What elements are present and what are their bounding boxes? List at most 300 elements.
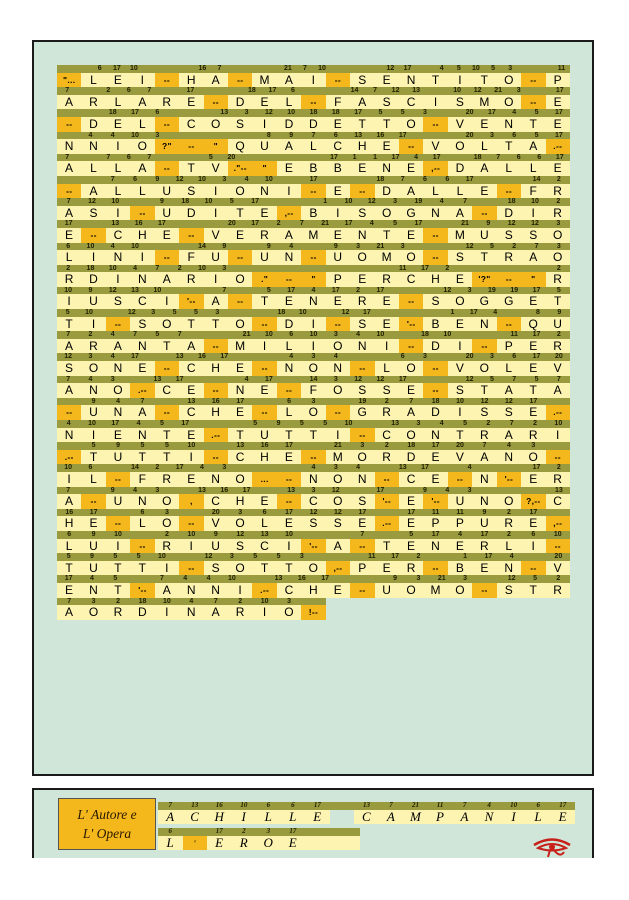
letter-cell[interactable]: T [505,139,513,154]
letter-cell[interactable]: S [358,316,367,331]
letter-cell[interactable] [330,810,355,825]
letter-cell[interactable]: E [382,560,391,575]
letter-cell[interactable]: E [138,361,147,376]
letter-cell[interactable]: E [382,139,391,154]
letter-cell[interactable]: I [287,183,291,198]
punctuation-cell[interactable]: -- [179,228,203,243]
letter-cell[interactable]: L [139,516,146,531]
letter-cell[interactable]: N [211,582,221,597]
letter-cell[interactable]: O [455,294,465,309]
letter-cell[interactable]: S [236,116,245,131]
letter-cell[interactable]: I [262,116,267,131]
letter-cell[interactable]: I [311,338,316,353]
punctuation-cell[interactable]: .-- [130,383,154,398]
letter-cell[interactable]: N [89,582,99,597]
letter-cell[interactable]: E [333,183,343,198]
letter-cell[interactable]: E [260,494,269,509]
letter-cell[interactable]: T [480,250,489,265]
letter-cell[interactable]: D [431,338,441,353]
punctuation-cell[interactable]: , [179,494,203,509]
letter-cell[interactable]: N [186,582,196,597]
letter-cell[interactable]: O [263,834,274,850]
letter-cell[interactable]: L [505,361,513,376]
letter-cell[interactable]: T [138,560,147,575]
letter-cell[interactable]: N [284,250,294,265]
letter-cell[interactable]: N [113,405,123,420]
letter-cell[interactable]: T [260,294,269,309]
letter-cell[interactable]: L [505,538,513,553]
punctuation-cell[interactable]: -- [57,184,81,199]
letter-cell[interactable]: N [431,427,441,442]
letter-cell[interactable]: A [65,383,74,398]
letter-cell[interactable]: U [333,250,343,265]
letter-cell[interactable]: A [138,94,147,109]
letter-cell[interactable]: E [333,116,343,131]
letter-cell[interactable]: N [431,538,441,553]
letter-cell[interactable]: E [162,227,172,242]
punctuation-cell[interactable]: -- [399,294,423,309]
letter-cell[interactable]: O [235,316,246,331]
punctuation-cell[interactable]: '-- [179,294,203,309]
letter-cell[interactable]: N [113,361,123,376]
letter-cell[interactable]: M [235,338,246,353]
letter-cell[interactable]: O [284,605,294,620]
punctuation-cell[interactable]: '-- [423,494,447,509]
letter-cell[interactable]: M [259,72,270,87]
letter-cell[interactable]: D [89,272,99,287]
punctuation-cell[interactable]: -- [326,405,350,420]
letter-cell[interactable]: N [357,471,367,486]
letter-cell[interactable]: I [287,538,291,553]
letter-cell[interactable]: I [238,582,243,597]
letter-cell[interactable]: H [309,582,318,597]
letter-cell[interactable]: E [288,834,298,850]
letter-cell[interactable]: L [383,361,391,376]
letter-cell[interactable]: F [529,183,538,198]
letter-cell[interactable]: E [313,808,322,824]
letter-cell[interactable]: H [214,808,225,824]
punctuation-cell[interactable]: .-- [546,405,570,420]
letter-cell[interactable]: N [138,338,147,353]
letter-cell[interactable]: O [406,116,417,131]
letter-cell[interactable]: S [358,72,367,87]
letter-cell[interactable]: E [529,516,538,531]
letter-cell[interactable]: A [284,72,294,87]
letter-cell[interactable]: R [504,250,514,265]
letter-cell[interactable]: O [88,605,99,620]
punctuation-cell[interactable]: -- [472,206,496,221]
letter-cell[interactable]: N [309,294,318,309]
letter-cell[interactable]: U [455,494,465,509]
punctuation-cell[interactable]: ." [252,272,276,287]
letter-cell[interactable]: D [309,116,318,131]
letter-cell[interactable]: I [116,205,120,220]
letter-cell[interactable]: E [407,538,416,553]
letter-cell[interactable]: L [166,834,175,850]
letter-cell[interactable]: N [284,361,294,376]
letter-cell[interactable]: C [333,139,343,154]
letter-cell[interactable]: N [138,427,147,442]
letter-cell[interactable]: I [458,338,462,353]
letter-cell[interactable]: L [505,161,513,176]
letter-cell[interactable]: O [406,427,417,442]
punctuation-cell[interactable]: -- [252,317,276,332]
letter-cell[interactable]: H [64,516,74,531]
punctuation-cell[interactable]: -- [179,561,203,576]
letter-cell[interactable]: T [187,316,196,331]
letter-cell[interactable]: L [65,250,73,265]
letter-cell[interactable]: S [504,582,514,597]
letter-cell[interactable]: M [381,250,392,265]
letter-cell[interactable]: A [284,227,294,242]
letter-cell[interactable]: L [114,183,122,198]
letter-cell[interactable]: O [357,250,368,265]
letter-cell[interactable]: V [455,116,465,131]
letter-cell[interactable]: O [235,516,246,531]
letter-cell[interactable]: O [210,116,221,131]
letter-cell[interactable]: N [504,116,514,131]
punctuation-cell[interactable]: -- [106,472,130,487]
punctuation-cell[interactable]: ?" [155,139,179,154]
letter-cell[interactable]: T [382,116,391,131]
punctuation-cell[interactable]: -- [521,561,545,576]
letter-cell[interactable]: O [504,72,514,87]
punctuation-cell[interactable]: -- [204,383,228,398]
letter-cell[interactable]: T [163,338,171,353]
letter-cell[interactable]: I [241,808,247,824]
letter-cell[interactable]: O [455,582,465,597]
letter-cell[interactable]: I [140,250,145,265]
letter-cell[interactable]: N [64,427,74,442]
letter-cell[interactable]: O [504,94,514,109]
letter-cell[interactable]: E [358,161,367,176]
letter-cell[interactable]: S [358,383,367,398]
letter-cell[interactable]: U [89,294,99,309]
punctuation-cell[interactable]: -- [252,361,276,376]
punctuation-cell[interactable]: -- [277,383,301,398]
letter-cell[interactable]: I [213,183,218,198]
letter-cell[interactable]: I [116,139,120,154]
letter-cell[interactable]: A [65,605,74,620]
letter-cell[interactable]: L [456,183,464,198]
letter-cell[interactable]: A [65,205,74,220]
punctuation-cell[interactable]: -- [472,339,496,354]
letter-cell[interactable]: S [138,316,147,331]
letter-cell[interactable]: I [262,338,267,353]
letter-cell[interactable]: T [285,427,293,442]
letter-cell[interactable]: V [553,361,562,376]
letter-cell[interactable]: I [262,605,267,620]
letter-cell[interactable]: F [309,383,318,398]
letter-cell[interactable]: C [162,383,172,398]
punctuation-cell[interactable]: " [252,161,276,176]
letter-cell[interactable]: E [529,294,538,309]
letter-cell[interactable]: E [333,582,343,597]
letter-cell[interactable]: V [431,139,440,154]
letter-cell[interactable]: N [480,471,489,486]
letter-cell[interactable]: M [409,808,422,824]
letter-cell[interactable]: U [553,316,563,331]
letter-cell[interactable]: H [431,272,441,287]
letter-cell[interactable]: A [113,338,123,353]
letter-cell[interactable]: N [484,808,494,824]
letter-cell[interactable]: F [334,94,342,109]
letter-cell[interactable]: I [433,94,438,109]
punctuation-cell[interactable]: -- [375,472,399,487]
letter-cell[interactable]: A [284,139,294,154]
letter-cell[interactable]: R [382,405,392,420]
letter-cell[interactable]: D [284,116,294,131]
punctuation-cell[interactable]: ' [183,836,208,851]
letter-cell[interactable]: A [162,272,172,287]
letter-cell[interactable]: U [113,449,123,464]
letter-cell[interactable]: G [479,294,490,309]
letter-cell[interactable]: A [333,538,343,553]
letter-cell[interactable]: O [162,516,172,531]
punctuation-cell[interactable]: -- [155,117,179,132]
letter-cell[interactable]: M [454,227,466,242]
letter-cell[interactable]: T [553,294,562,309]
letter-cell[interactable]: S [529,227,538,242]
letter-cell[interactable]: L [432,183,440,198]
letter-cell[interactable]: L [139,183,146,198]
punctuation-cell[interactable]: -- [204,339,228,354]
letter-cell[interactable]: P [455,516,465,531]
letter-cell[interactable]: F [187,250,196,265]
letter-cell[interactable]: A [65,338,74,353]
letter-cell[interactable]: C [211,494,221,509]
letter-cell[interactable]: O [406,250,417,265]
letter-cell[interactable]: R [113,605,123,620]
letter-cell[interactable]: E [284,161,294,176]
letter-cell[interactable]: B [309,161,318,176]
letter-cell[interactable]: E [65,582,74,597]
letter-cell[interactable]: H [211,361,221,376]
letter-cell[interactable]: A [65,161,74,176]
letter-cell[interactable]: O [235,471,246,486]
letter-cell[interactable]: R [162,538,172,553]
letter-cell[interactable]: T [480,383,489,398]
punctuation-cell[interactable]: -- [350,428,374,443]
punctuation-cell[interactable]: -- [57,117,81,132]
letter-cell[interactable]: T [529,582,538,597]
letter-cell[interactable]: A [529,139,538,154]
letter-cell[interactable]: C [362,808,371,824]
letter-cell[interactable]: E [529,338,538,353]
letter-cell[interactable]: D [186,205,196,220]
letter-cell[interactable]: I [458,405,462,420]
letter-cell[interactable]: A [407,405,416,420]
punctuation-cell[interactable]: -- [301,450,325,465]
punctuation-cell[interactable]: '-- [301,539,325,554]
punctuation-cell[interactable]: .-- [375,516,399,531]
letter-cell[interactable]: N [357,338,367,353]
letter-cell[interactable]: O [552,227,563,242]
punctuation-cell[interactable]: -- [228,73,252,88]
punctuation-cell[interactable]: -- [350,184,374,199]
letter-cell[interactable]: R [357,294,367,309]
letter-cell[interactable]: R [235,605,245,620]
letter-cell[interactable]: U [89,405,99,420]
punctuation-cell[interactable]: -- [301,184,325,199]
letter-cell[interactable]: A [504,383,514,398]
letter-cell[interactable]: E [284,516,294,531]
punctuation-cell[interactable]: -- [106,317,130,332]
letter-cell[interactable]: C [190,808,200,824]
punctuation-cell[interactable]: -- [399,339,423,354]
letter-cell[interactable]: I [213,272,218,287]
punctuation-cell[interactable]: -- [155,361,179,376]
letter-cell[interactable]: R [553,183,563,198]
letter-cell[interactable]: C [284,582,294,597]
letter-cell[interactable]: H [186,72,196,87]
letter-cell[interactable]: C [309,494,318,509]
letter-cell[interactable]: U [260,427,270,442]
letter-cell[interactable]: P [431,516,440,531]
letter-cell[interactable]: N [309,471,318,486]
letter-cell[interactable]: E [529,471,538,486]
letter-cell[interactable]: O [406,361,417,376]
punctuation-cell[interactable]: -- [81,228,105,243]
letter-cell[interactable]: B [333,161,343,176]
letter-cell[interactable]: D [455,161,465,176]
letter-cell[interactable]: R [504,516,514,531]
punctuation-cell[interactable]: -- [277,472,301,487]
punctuation-cell[interactable]: -- [179,516,203,531]
letter-cell[interactable]: T [211,316,220,331]
letter-cell[interactable]: E [260,383,269,398]
punctuation-cell[interactable]: -- [155,405,179,420]
letter-cell[interactable]: O [333,494,343,509]
letter-cell[interactable]: D [504,205,514,220]
letter-cell[interactable]: R [553,272,563,287]
punctuation-cell[interactable]: -- [228,294,252,309]
letter-cell[interactable]: I [116,538,120,553]
punctuation-cell[interactable]: '?" [472,272,496,287]
letter-cell[interactable]: E [431,449,440,464]
letter-cell[interactable]: N [138,494,147,509]
punctuation-cell[interactable]: -- [155,250,179,265]
letter-cell[interactable]: D [235,94,245,109]
letter-cell[interactable]: S [187,183,196,198]
punctuation-cell[interactable]: '-- [399,317,423,332]
punctuation-cell[interactable]: -- [252,405,276,420]
punctuation-cell[interactable]: .-- [546,139,570,154]
letter-cell[interactable]: D [431,405,441,420]
letter-cell[interactable]: O [235,183,246,198]
punctuation-cell[interactable]: -- [204,450,228,465]
letter-cell[interactable]: A [211,72,220,87]
letter-cell[interactable]: I [189,538,194,553]
letter-cell[interactable]: H [138,227,147,242]
letter-cell[interactable]: A [166,808,175,824]
punctuation-cell[interactable]: " [204,139,228,154]
letter-cell[interactable]: N [357,227,367,242]
letter-cell[interactable]: L [285,338,293,353]
letter-cell[interactable]: U [382,582,392,597]
letter-cell[interactable]: O [552,250,563,265]
punctuation-cell[interactable]: -- [277,494,301,509]
letter-cell[interactable]: S [113,294,123,309]
punctuation-cell[interactable]: -- [350,361,374,376]
letter-cell[interactable]: O [333,471,343,486]
letter-cell[interactable]: R [186,272,196,287]
letter-cell[interactable]: N [89,139,99,154]
punctuation-cell[interactable]: ."-- [228,161,252,176]
punctuation-cell[interactable]: -- [497,272,521,287]
letter-cell[interactable]: T [187,161,196,176]
letter-cell[interactable]: I [91,250,96,265]
letter-cell[interactable]: U [89,560,99,575]
letter-cell[interactable]: E [65,227,74,242]
letter-cell[interactable]: E [236,227,245,242]
letter-cell[interactable]: P [504,338,514,353]
letter-cell[interactable]: N [235,383,245,398]
letter-cell[interactable]: A [386,808,396,824]
letter-cell[interactable]: L [114,94,122,109]
punctuation-cell[interactable]: -- [277,272,301,287]
letter-cell[interactable]: I [531,205,536,220]
letter-cell[interactable]: O [235,272,246,287]
letter-cell[interactable]: M [332,449,344,464]
letter-cell[interactable]: C [186,116,196,131]
letter-cell[interactable]: E [113,72,123,87]
letter-cell[interactable]: E [382,72,391,87]
letter-cell[interactable]: C [235,449,245,464]
letter-cell[interactable]: E [113,116,123,131]
letter-cell[interactable]: B [431,316,440,331]
letter-cell[interactable]: T [285,560,293,575]
letter-cell[interactable]: I [91,427,96,442]
letter-cell[interactable]: S [455,94,465,109]
letter-cell[interactable]: S [358,494,367,509]
letter-cell[interactable]: O [308,361,319,376]
letter-cell[interactable]: D [382,183,392,198]
letter-cell[interactable]: A [65,94,74,109]
letter-cell[interactable]: E [553,94,562,109]
punctuation-cell[interactable]: -- [81,494,105,509]
letter-cell[interactable]: A [529,250,538,265]
punctuation-cell[interactable]: '-- [497,472,521,487]
letter-cell[interactable]: U [480,516,489,531]
letter-cell[interactable]: U [162,183,172,198]
letter-cell[interactable]: S [480,405,489,420]
letter-cell[interactable]: V [455,449,465,464]
letter-cell[interactable]: I [140,72,145,87]
letter-cell[interactable]: N [113,250,123,265]
letter-cell[interactable]: P [435,808,445,824]
letter-cell[interactable]: T [138,449,147,464]
letter-cell[interactable]: E [358,272,367,287]
punctuation-cell[interactable]: -- [301,95,325,110]
letter-cell[interactable]: Q [235,139,246,154]
punctuation-cell[interactable]: ,-- [277,206,301,221]
letter-cell[interactable]: L [114,161,122,176]
letter-cell[interactable]: I [458,72,462,87]
letter-cell[interactable]: C [186,405,196,420]
punctuation-cell[interactable]: -- [130,206,154,221]
punctuation-cell[interactable]: -- [326,317,350,332]
punctuation-cell[interactable]: -- [521,95,545,110]
letter-cell[interactable]: H [211,405,221,420]
letter-cell[interactable]: F [138,471,147,486]
letter-cell[interactable]: I [384,338,389,353]
letter-cell[interactable]: R [239,834,248,850]
letter-cell[interactable]: T [65,316,74,331]
letter-cell[interactable]: N [89,383,99,398]
letter-cell[interactable]: E [455,316,465,331]
letter-cell[interactable]: E [529,361,538,376]
